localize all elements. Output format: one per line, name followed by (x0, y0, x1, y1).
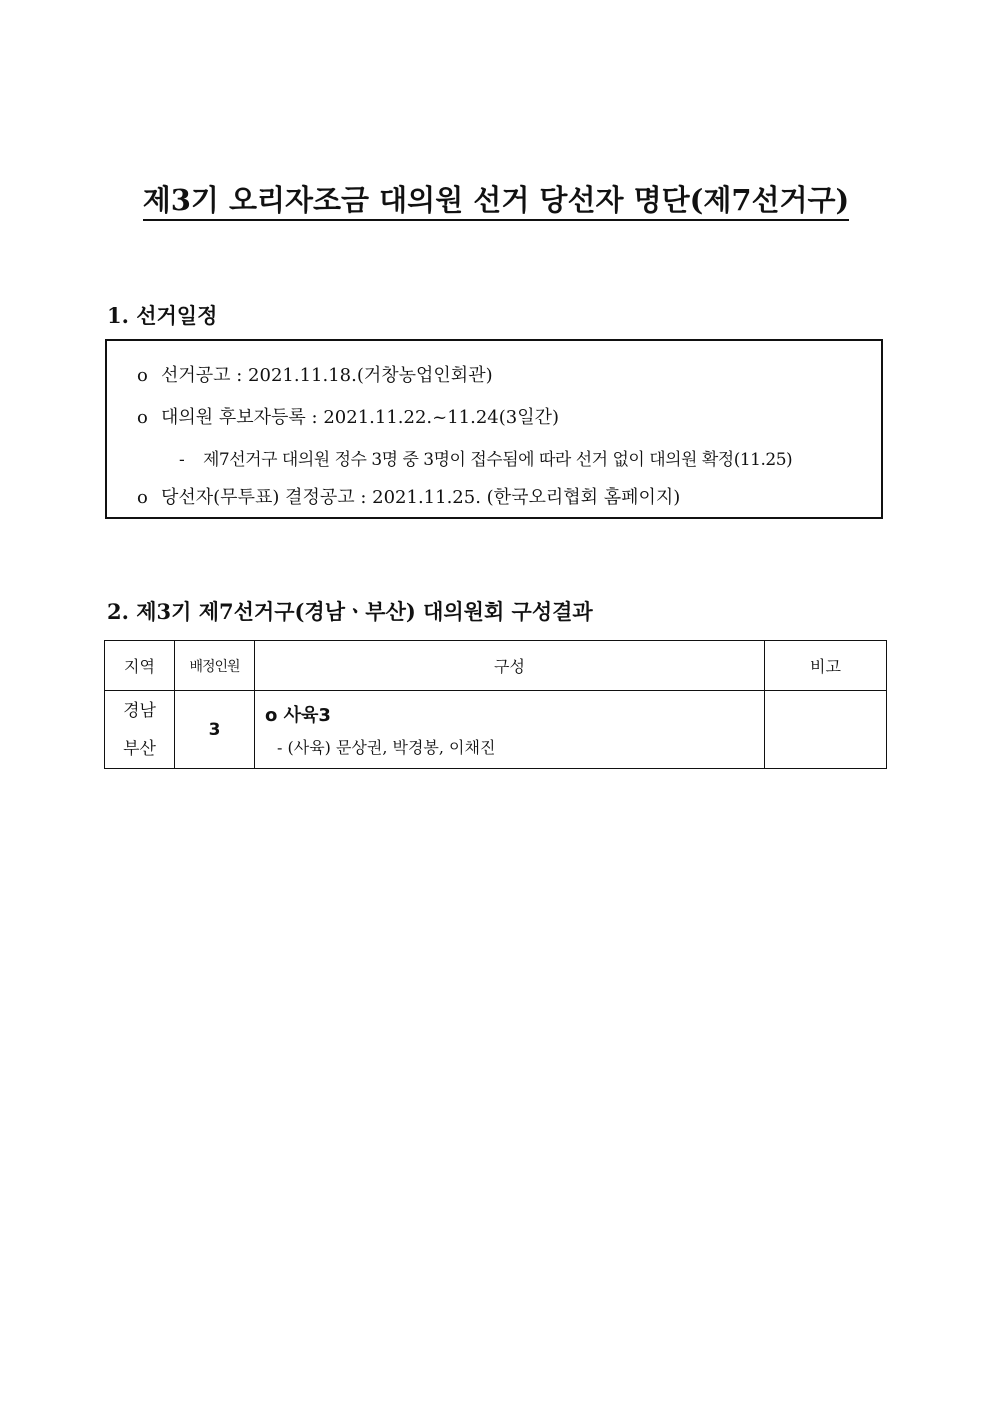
cell-composition (255, 691, 765, 769)
cell-remark (765, 691, 887, 769)
schedule-item-note (179, 445, 792, 470)
schedule-box (105, 339, 883, 519)
page-title (0, 178, 992, 219)
table-header-row (105, 641, 887, 691)
header-composition: 구성 (255, 641, 765, 691)
bullet: o (137, 487, 148, 508)
bullet: - (179, 450, 185, 470)
bullet: o (137, 407, 148, 428)
table-row (105, 691, 887, 769)
composition-head: o 사육3 (265, 705, 331, 726)
cell-region (105, 691, 175, 769)
section-heading-schedule: 1. 선거일정 (107, 303, 218, 328)
header-region: 지역 (105, 641, 175, 691)
results-table (104, 640, 887, 769)
header-allocated: 배정인원 (175, 641, 255, 691)
schedule-item-result (137, 483, 680, 509)
schedule-item-text: 제7선거구 대의원 정수 3명 중 3명이 접수됨에 따라 선거 없이 대의원 확정(11.25) (203, 450, 793, 470)
cell-allocated: 3 (175, 691, 255, 769)
header-remark: 비고 (765, 641, 887, 691)
schedule-item-text: 대의원 후보자등록 : 2021.11.22.~11.24(3일간) (161, 407, 560, 428)
region-line: 부산 (123, 738, 156, 759)
schedule-item-text: 선거공고 : 2021.11.18.(거창농업인회관) (161, 365, 493, 386)
section-heading-results: 2. 제3기 제7선거구(경남ㆍ부산) 대의원회 구성결과 (107, 599, 593, 624)
bullet: o (137, 365, 148, 386)
schedule-item-registration (137, 403, 559, 429)
page-title-text: 제3기 오리자조금 대의원 선거 당선자 명단(제7선거구) (143, 183, 850, 221)
schedule-item-announcement (137, 361, 493, 387)
region-line: 경남 (123, 700, 156, 721)
composition-detail: - (사육) 문상권, 박경봉, 이채진 (277, 738, 496, 757)
schedule-item-text: 당선자(무투표) 결정공고 : 2021.11.25. (한국오리협회 홈페이지) (161, 487, 681, 508)
